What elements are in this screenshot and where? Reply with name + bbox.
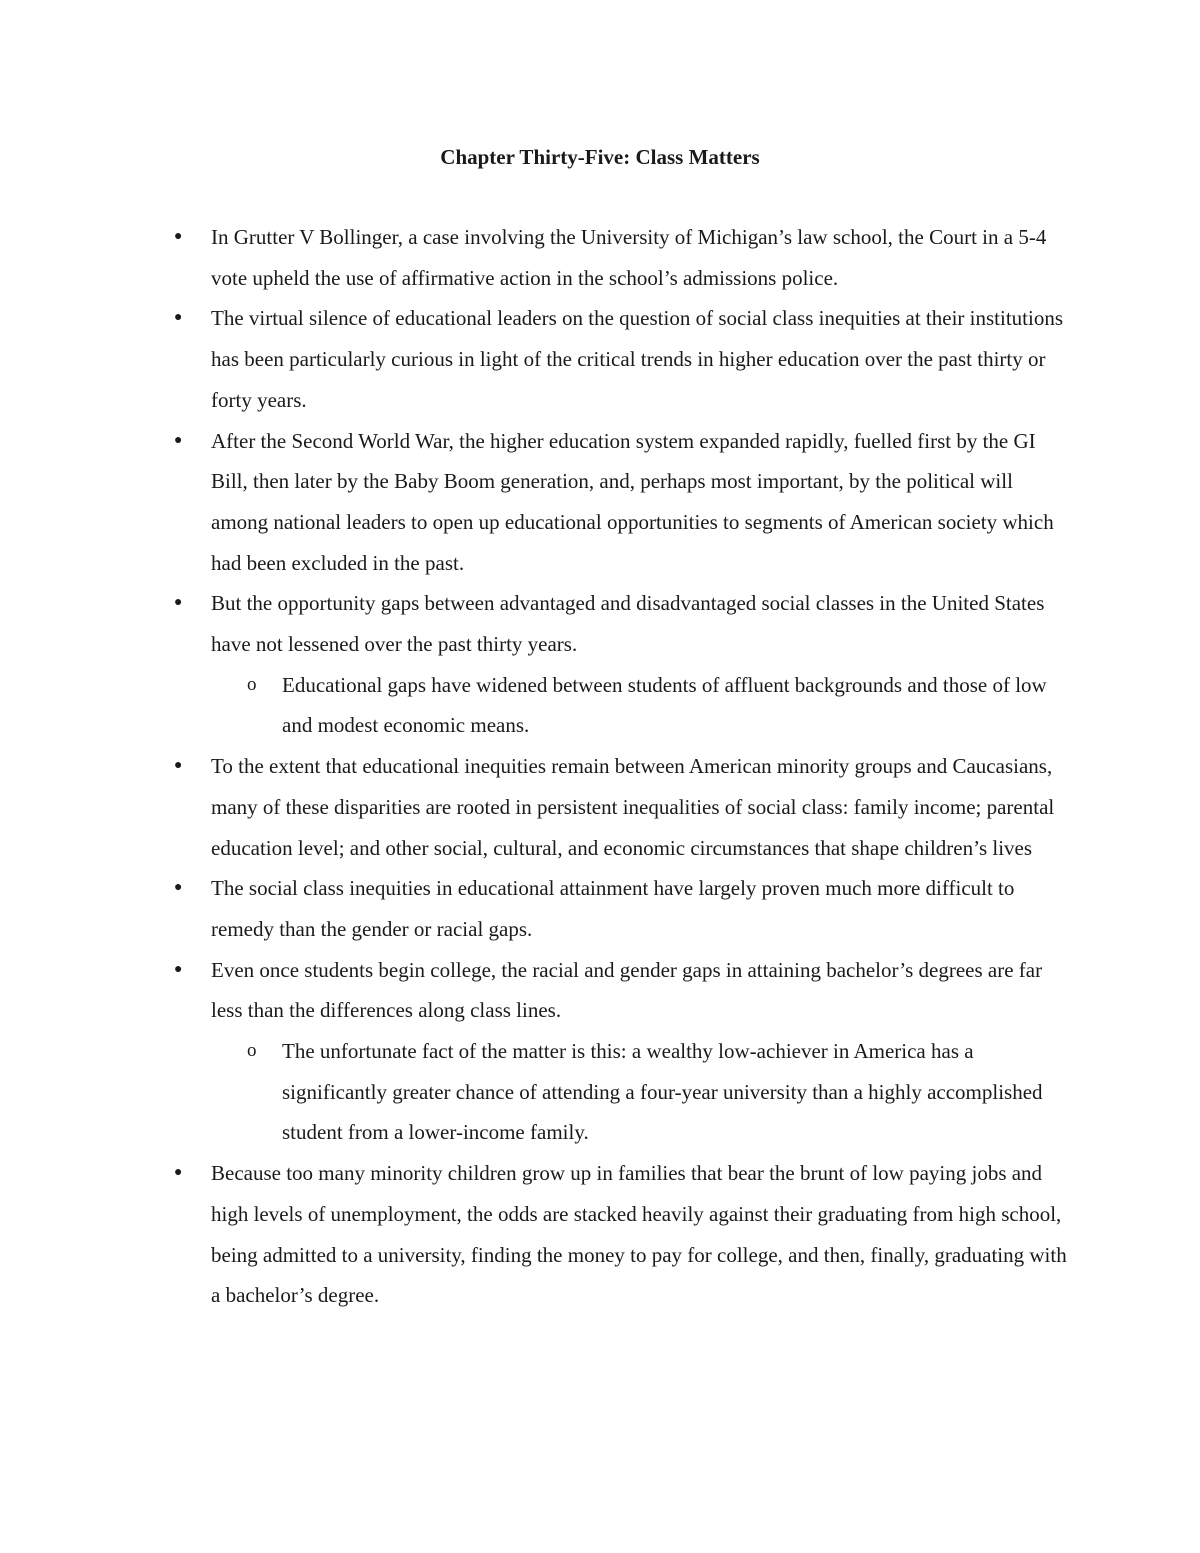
bullet-icon: ● [174,432,183,448]
list-item-text: But the opportunity gaps between advantaged and disadvantaged social classes in the United States have not lessened over the past thirty years. [211,591,1045,657]
list-item [174,868,1071,949]
list-item-text: Because too many minority children grow up in families that bear the brunt of low paying jobs and high levels of unemployment, the odds are stacked heavily against their graduating from high school, being admitted to a university, finding the money to pay for college, and then, finally, graduating with a bachelor’s degree. [211,1161,1067,1308]
sub-bullet-icon: o [247,1040,257,1062]
list-item [174,1153,1071,1316]
sub-list-item-text: Educational gaps have widened between students of affluent backgrounds and those of low and modest economic means. [282,672,1047,738]
list-item [174,583,1071,746]
list-item-text: In Grutter V Bollinger, a case involving the University of Michigan’s law school, the Court in a 5-4 vote upheld the use of affirmative action in the school’s admissions police. [211,225,1047,290]
bullet-icon: ● [174,758,183,774]
bullet-icon: ● [174,595,183,611]
sub-list [211,1031,1071,1153]
bullet-icon: ● [174,310,183,326]
bullet-icon: ● [174,1165,183,1181]
sub-list-item [247,665,1071,746]
sub-list [211,665,1071,746]
list-item [174,746,1071,868]
list-item [174,421,1071,584]
list-item-text: The social class inequities in educational attainment have largely proven much more difficult to remedy than the gender or racial gaps. [211,876,1015,941]
sub-bullet-icon: o [247,673,257,695]
document-title: Chapter Thirty-Five: Class Matters [440,145,760,169]
list-item [174,217,1071,298]
list-item [174,298,1071,420]
bullet-icon: ● [174,961,183,977]
list-item-text: The virtual silence of educational leaders on the question of social class inequities at their institutions has been particularly curious in light of the critical trends in higher education over the past thirty or forty years. [211,306,1064,412]
list-item-text: Even once students begin college, the racial and gender gaps in attaining bachelor’s degrees are far less than the differences along class lines. [211,957,1043,1023]
bullet-icon: ● [174,880,183,896]
sub-list-item [247,1031,1071,1153]
sub-list-item-text: The unfortunate fact of the matter is this: a wealthy low-achiever in America has a significantly greater chance of attending a four-year university than a highly accomplished student from a lower-income family. [282,1039,1043,1145]
list-item [174,950,1071,1154]
list-item-text: To the extent that educational inequities remain between American minority groups and Caucasians, many of these disparities are rooted in persistent inequalities of social class: family income; parental education level; and other social, cultural, and economic circumstances that shape children’s lives [211,754,1055,860]
list-item-text: After the Second World War, the higher education system expanded rapidly, fuelled first by the GI Bill, then later by the Baby Boom generation, and, perhaps most important, by the political will among national leaders to open up educational opportunities to segments of American society which had been excluded in the past. [211,428,1054,575]
bullet-list [174,217,1071,1316]
bullet-icon: ● [174,229,183,244]
